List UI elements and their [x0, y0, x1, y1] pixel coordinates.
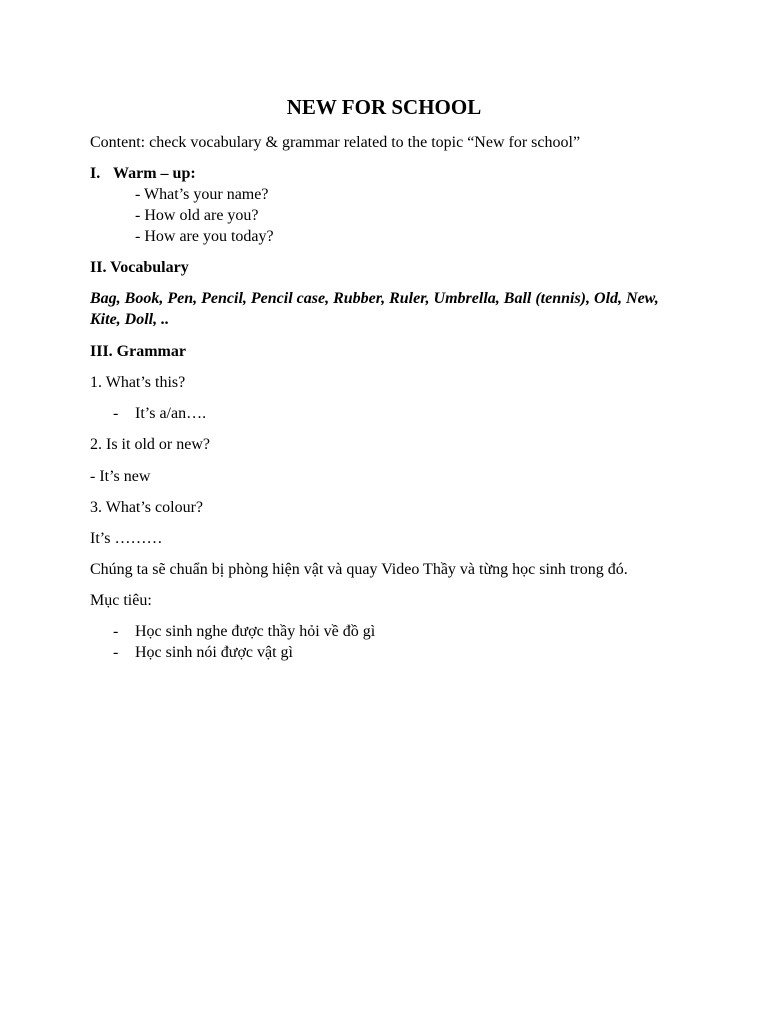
grammar-question-1: 1. What’s this? [90, 374, 186, 391]
grammar-heading: III. Grammar [90, 343, 186, 360]
grammar-answer-2: - It’s new [90, 468, 151, 485]
objective-item: Học sinh nghe được thầy hỏi về đồ gì [135, 623, 376, 640]
warmup-heading-row [90, 163, 196, 184]
vocabulary-words-line2: Kite, Doll, .. [90, 311, 170, 328]
objective-item: Học sinh nói được vật gì [135, 644, 293, 661]
objective-dash: - [113, 623, 119, 640]
warmup-item: - How are you today? [135, 228, 274, 245]
content-line: Content: check vocabulary & grammar related to the topic “New for school” [90, 134, 581, 151]
objective-dash: - [113, 644, 119, 661]
objectives-heading: Mục tiêu: [90, 592, 152, 609]
grammar-question-2: 2. Is it old or new? [90, 436, 210, 453]
warmup-item: - How old are you? [135, 207, 259, 224]
warmup-heading: Warm – up: [113, 165, 196, 182]
vocabulary-heading: II. Vocabulary [90, 259, 189, 276]
plan-line: Chúng ta sẽ chuẩn bị phòng hiện vật và quay Video Thầy và từng học sinh trong đó. [90, 561, 628, 578]
grammar-answer-1-dash: - [113, 405, 119, 422]
warmup-number: I. [90, 165, 101, 182]
grammar-answer-1: It’s a/an…. [135, 405, 207, 422]
vocabulary-words-line1: Bag, Book, Pen, Pencil, Pencil case, Rubber, Ruler, Umbrella, Ball (tennis), Old, New, [90, 290, 659, 307]
warmup-item: - What’s your name? [135, 186, 269, 203]
grammar-answer-3: It’s ……… [90, 530, 163, 547]
grammar-question-3: 3. What’s colour? [90, 499, 204, 516]
document-title: NEW FOR SCHOOL [286, 95, 482, 119]
